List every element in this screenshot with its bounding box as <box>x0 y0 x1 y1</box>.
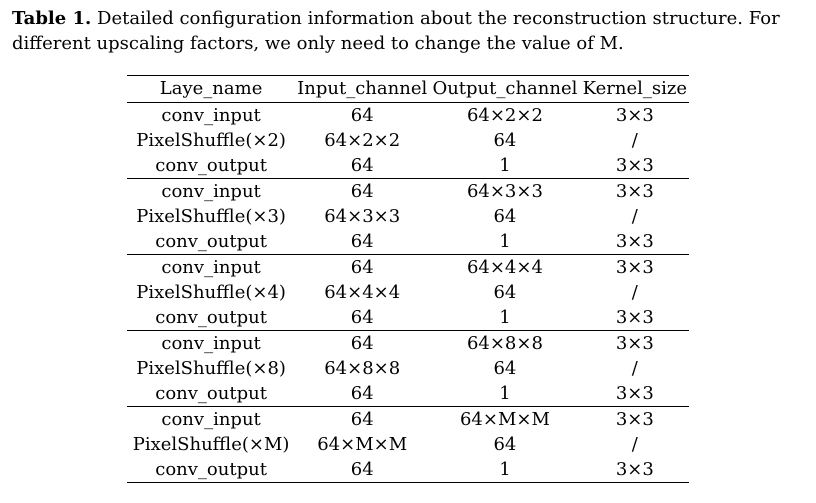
group-x4 <box>127 255 689 331</box>
cell-kernel-size: 3×3 <box>615 306 654 328</box>
header-kernel-size: Kernel_size <box>582 78 687 99</box>
cell-output-channel: 64×2×2 <box>466 104 543 126</box>
cell-kernel-size: 3×3 <box>615 382 654 404</box>
cell-layer-name: PixelShuffle(×3) <box>136 205 286 227</box>
table-row <box>127 179 689 205</box>
group-x8 <box>127 331 689 407</box>
cell-kernel-size: 3×3 <box>615 256 654 278</box>
cell-layer-name: conv_input <box>161 104 261 126</box>
cell-kernel-size: 3×3 <box>615 458 654 480</box>
cell-layer-name: conv_input <box>161 332 261 354</box>
cell-kernel-size: 3×3 <box>615 230 654 252</box>
header-input-channel: Input_channel <box>297 78 428 99</box>
configuration-table <box>127 75 689 483</box>
cell-layer-name: PixelShuffle(×M) <box>132 433 290 455</box>
cell-output-channel: 1 <box>499 306 511 328</box>
cell-kernel-size: 3×3 <box>615 180 654 202</box>
cell-input-channel: 64 <box>350 306 374 328</box>
cell-kernel-size: / <box>631 205 638 227</box>
table-caption <box>12 6 808 56</box>
table-row <box>127 356 689 381</box>
cell-input-channel: 64 <box>350 180 374 202</box>
cell-output-channel: 1 <box>499 154 511 176</box>
cell-input-channel: 64 <box>350 382 374 404</box>
cell-input-channel: 64×4×4 <box>324 281 401 303</box>
table-row <box>127 128 689 153</box>
caption-label: Table 1. <box>12 8 92 29</box>
table-row <box>127 204 689 229</box>
cell-input-channel: 64×8×8 <box>324 357 401 379</box>
cell-input-channel: 64 <box>350 154 374 176</box>
table-row <box>127 457 689 483</box>
cell-output-channel: 64×4×4 <box>466 256 543 278</box>
table-header <box>127 76 689 103</box>
cell-output-channel: 64×3×3 <box>466 180 543 202</box>
table-row <box>127 280 689 305</box>
table-row <box>127 381 689 407</box>
cell-layer-name: conv_output <box>155 154 267 176</box>
header-layer-name: Laye_name <box>159 78 263 99</box>
cell-input-channel: 64 <box>350 408 374 430</box>
group-x3 <box>127 179 689 255</box>
cell-input-channel: 64×M×M <box>317 433 408 455</box>
cell-kernel-size: 3×3 <box>615 408 654 430</box>
cell-output-channel: 64×8×8 <box>466 332 543 354</box>
cell-output-channel: 64×M×M <box>459 408 550 430</box>
cell-kernel-size: 3×3 <box>615 104 654 126</box>
cell-input-channel: 64 <box>350 256 374 278</box>
table-row <box>127 432 689 457</box>
cell-kernel-size: / <box>631 433 638 455</box>
cell-layer-name: conv_output <box>155 382 267 404</box>
header-output-channel: Output_channel <box>432 78 578 99</box>
cell-layer-name: PixelShuffle(×8) <box>136 357 286 379</box>
table-row <box>127 255 689 281</box>
cell-output-channel: 64 <box>493 281 517 303</box>
header-row <box>127 76 689 103</box>
table-row <box>127 103 689 129</box>
cell-output-channel: 64 <box>493 433 517 455</box>
cell-layer-name: conv_input <box>161 256 261 278</box>
cell-input-channel: 64×3×3 <box>324 205 401 227</box>
cell-kernel-size: / <box>631 281 638 303</box>
group-x2 <box>127 103 689 179</box>
cell-kernel-size: / <box>631 129 638 151</box>
cell-input-channel: 64 <box>350 458 374 480</box>
cell-output-channel: 1 <box>499 230 511 252</box>
cell-input-channel: 64 <box>350 332 374 354</box>
cell-layer-name: conv_output <box>155 458 267 480</box>
cell-output-channel: 1 <box>499 382 511 404</box>
group-xM <box>127 407 689 483</box>
cell-layer-name: PixelShuffle(×4) <box>136 281 286 303</box>
caption-text: Detailed configuration information about the reconstruction structure. For different upscaling factors, we only need to change the value of M. <box>12 8 780 54</box>
cell-output-channel: 64 <box>493 205 517 227</box>
cell-kernel-size: 3×3 <box>615 154 654 176</box>
table-row <box>127 305 689 331</box>
cell-kernel-size: / <box>631 357 638 379</box>
table-row <box>127 153 689 179</box>
cell-input-channel: 64 <box>350 230 374 252</box>
cell-input-channel: 64 <box>350 104 374 126</box>
cell-output-channel: 1 <box>499 458 511 480</box>
table-row <box>127 331 689 357</box>
cell-output-channel: 64 <box>493 357 517 379</box>
table-row <box>127 407 689 433</box>
cell-layer-name: conv_output <box>155 306 267 328</box>
cell-input-channel: 64×2×2 <box>324 129 401 151</box>
cell-layer-name: conv_input <box>161 180 261 202</box>
table-row <box>127 229 689 255</box>
cell-layer-name: conv_output <box>155 230 267 252</box>
cell-layer-name: conv_input <box>161 408 261 430</box>
cell-output-channel: 64 <box>493 129 517 151</box>
cell-kernel-size: 3×3 <box>615 332 654 354</box>
cell-layer-name: PixelShuffle(×2) <box>136 129 286 151</box>
